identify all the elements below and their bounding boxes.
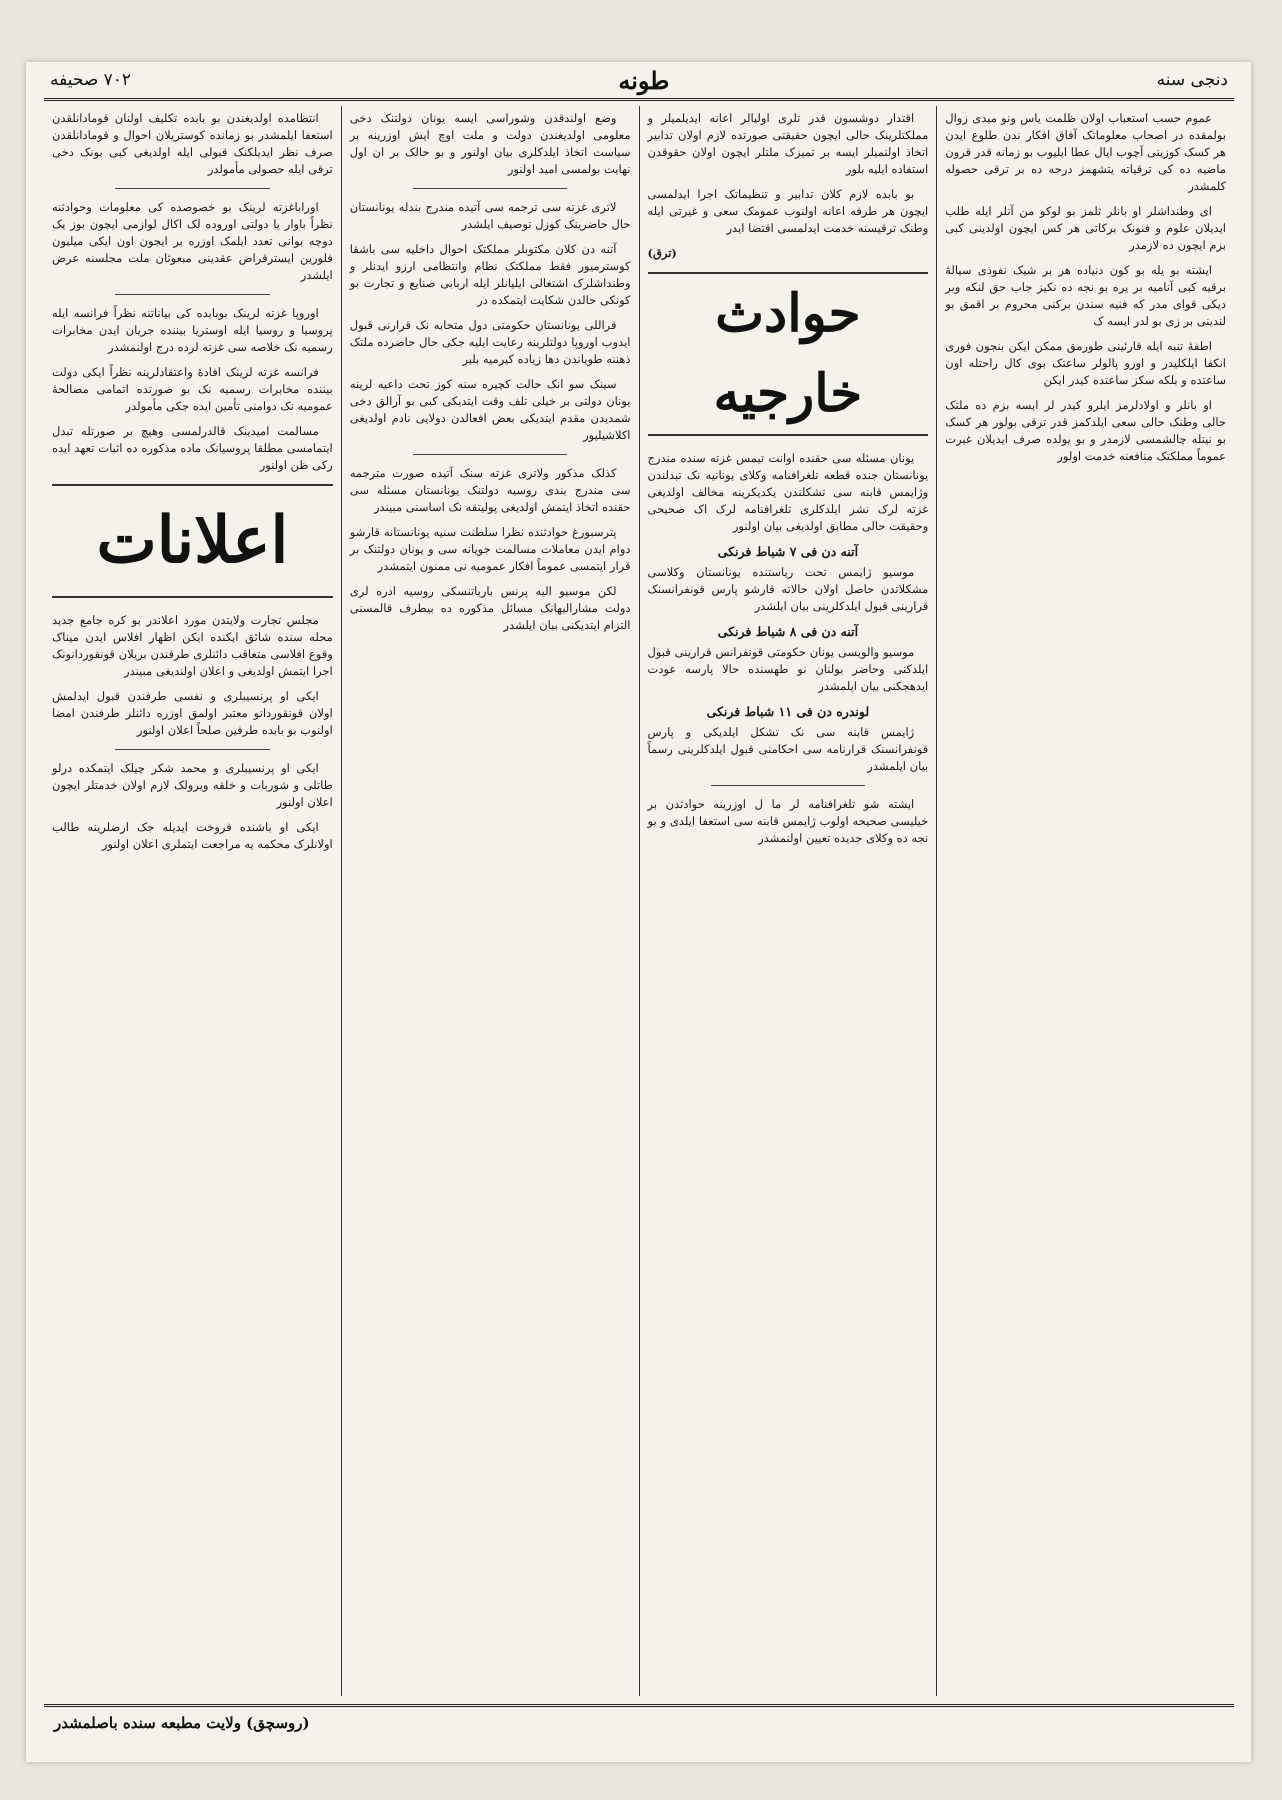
column-4 xyxy=(44,106,341,1696)
paragraph: کذلک مذکور ولاتری غزته سنک آتیده صورت مترجمه سی مندرج بندی روسیه دولتنک یونانستان مسئله سی حقنده اتخاذ ایتمش اولدیغی پولیتقه نک اساسنی مبیندر xyxy=(349,466,631,514)
column-2 xyxy=(639,106,937,1696)
newspaper-page xyxy=(26,62,1251,1762)
paragraph: انتظامده اولدیغندن بو بابده تکلیف اولنان قومادانلقدن استعفا ایلمشدر بو زمانده کوستریلان احوال و قومادانلقدن صرف نظر ایدیلکنک قبولی ایله اولدیغی کبی بونک دخی ترقی ایله حصولی مأمولدر xyxy=(52,111,333,176)
issue-label: دنجی سنه xyxy=(1156,70,1228,90)
column-3 xyxy=(341,106,639,1696)
paragraph: ایشته بو یله بو کون دنیاده هر بر شیک نفوذی سیالهٔ برقیه کبی آنامیه بر یره بو نجه ده نکیز جاب حق لنکه وبر دیکی قوای مدر که فنیه سندن برکنی محروم بر اقمق بو لندینی بر زی بو لدر ایسه ک xyxy=(945,263,1226,328)
paragraph: عموم حسب استعباب اولان ظلمت ياس ونو میدی زوال بولمقده در اصحاب معلوماتک آفاق افکار ندن طلوع ایدن هر کسک کوزینی آچوب ایال عطا ایلیوب بو زمانه قدر قرون ماضیه ده کی ترقیاته یتشهمز درجه ده بر ترقی حصوله کلمشدر xyxy=(945,111,1226,193)
paragraph: ایشته شو تلغرافنامه لر ما ل اوزرینه حوادثدن بر خیلیسی صحیحه اولوب ژایمس قابنه سی استعفا ایلدی و بو نجه ده وکلای جدیده تعیین اولنمشدر xyxy=(647,797,929,845)
paragraph: او بانلر و اولادلرمز ایلرو کیدر لر ایسه بزم ده ملتک حالی وطنک حالی سعی ایلدکمز قدر ترقی بولور هر کسک بو نیتله چالشمسی لازمدر و بو یولده صرف ایدیلان غیرت عموماً مملکتک منافعنه خدمت اولور xyxy=(945,398,1226,463)
paragraph: ژایمس قابنه سی نک تشکل ایلدیکی و پارس قونفرانسنک قرارنامه سی احکامنی قبول ایلدکلرینی رسماً بیان ایلمشدر xyxy=(647,725,929,773)
paragraph: وضع اولندقدن وشوراسی ایسه یونان دولتنک دخی معلومی اولدیغندن دولت و ملت اوچ ایش اوزرینه بر سیاست اتخاذ ایلدکلری بیان اولنور و بو حالک بر ان اول نهایت بولمسی امید اولنور xyxy=(349,111,631,176)
paragraph: اطفهٔ تنبه ایله قارئینی طورمق ممکن ایکن بنجون فوری انکفا ایلکلیدر و اورو پالولر ساعتک بوی کال راحتله اون ساعتده و بلکه سکز ساعتده کیدر ایکن xyxy=(945,339,1226,387)
dateline: آتنه دن فی ٨ شباط فرنکی xyxy=(717,624,859,639)
paragraph: اقتدار دوشسون قدر تلری اولیالر اعانه ایدیلمیلر و مملکتلرینک حالی ایچون حقیقتی صورتده لازم اولان تدابیر اتخاذ اولنمیلر ایسه بر تمیزک ملتلر ایچون اولان حقوقدن استفاده ایلیه بلور xyxy=(647,111,929,176)
paragraph: مسالمت امیدینک قالدرلمسی وهیچ بر صورتله تبدل ایتمامسی مطلقا پروسیانک ماده مذکوره ده اثبات تعهد ایده رکی ظن اولنور xyxy=(52,424,333,472)
page-header xyxy=(44,62,1234,101)
dateline: لوندره دن فی ١١ شباط فرنکی xyxy=(706,704,870,719)
paragraph: اوراباغزته لرینک بو خصوصده کی معلومات وحوادثنه نظراً باوار یا دولتی اوروده لک اکال لوازمی ایچون بوز یک دوچه بوانی تعدد ایلمک اوزره بر ایجون اون ایکی میلیون فلورین ایسترقراض عقدینی مبعوثان ملت مجلسنه عرض ایلشدر xyxy=(52,200,333,282)
paragraph: پترسبورغ حوادثنده نظرا سلطنت سنیه یونانستانه قارشو دوام ایدن معاملات مسالمت جویانه سی و یونان دولتنک بر قرار ایتمسی عموماً افکار عمومیه نی ممنون ایتمشدر xyxy=(349,525,631,573)
paragraph: ایکی او پرنسیبلری و محمد شکر چیلک ایتمکده درلو طاتلی و شوربات و خلقه ویرولک لازم اولان خدمتلر ایچون اعلان اولنور xyxy=(52,761,333,809)
section-title-foreign-news: حوادث خارجیه xyxy=(648,272,929,436)
divider xyxy=(413,188,567,189)
paragraph: ای وطنداشلر او بانلر ثلمز بو لوکو من آنلر ایله طلب ایدیلان علوم و فنونک برکاتی هر کس ایچون اولدینی کبی بزم ایچون ده لازمدر xyxy=(945,204,1226,252)
article-columns xyxy=(44,106,1234,1696)
printer-line: (روسچق) ولایت مطبعه سنده باصلمشدر xyxy=(54,1714,310,1732)
paragraph: لکن موسیو الیه پرنس بارباتنسکی روسیه ادره لری دولت مشارالیهانک مسائل مذکوره ده بیطرف قالمسنی التزام ایتدیکنی بیان ایلشدر xyxy=(349,584,631,632)
dateline: آتنه دن فی ٧ شباط فرنکی xyxy=(717,544,859,559)
divider xyxy=(115,294,269,295)
article-signature: (ترق) xyxy=(647,246,677,260)
page-number: ٧٠٢ صحیفه xyxy=(50,70,132,90)
paragraph: اوروپا غزته لرینک بوبابده کی بیاناتنه نظراً فرانسه ایله پروسیا و روسیا ایله اوستریا بیننده جریان ایدن مخابرات رسمیه نک خلاصه سی غزته لرده درج اولنمشدر xyxy=(52,306,333,354)
paragraph: آتنه دن کلان مکتوبلر مملکتک احوال داخلیه سی باشقا کوسترمیور فقط مملکتک نظام وانتظامی ارزو ایدنلر و وطنداشلرک اشتغالی ایلیانلر ایله اربابی صنایع و تجارت بو کونکی حالدن شکایت ایتمکده در xyxy=(349,242,631,307)
section-title-announcements: اعلانات xyxy=(52,484,333,598)
paragraph: بو بابده لازم کلان تدابیر و تنظیماتک اجرا ایدلمسی ایچون هر طرفه اعانه اولنوب عمومک سعی و غیرتی ایله وطنک ترقیسنه خدمت ایدلمسی اقتضا ایدر xyxy=(647,187,929,235)
paragraph: موسیو والویسی یونان حکومتی قونفرانس قرارینی قبول ایلدکنی وحاضر بولنان نو طهسنده حالا پارسه عودت ایدهجکنی بیان ایلمشدر xyxy=(647,645,929,693)
paragraph: ایکی او باشنده فروخت ایدیله جک ارضلرینه طالب اولانلرک محکمه یه مراجعت ایتملری اعلان اولنور xyxy=(52,820,333,851)
paragraph: فرانسه غزته لرینک افادهٔ واعتقادلرینه نظراً ایکی دولت بیننده مخابرات رسمیه نک بو صورتده اتمامی مصالحهٔ عمومیه نک دوامنی تأمین ایده جکی مأمولدر xyxy=(52,365,333,413)
divider xyxy=(115,188,269,189)
paragraph: موسیو ژایمس تحت ریاستنده یونانستان وکلاسی مشکلاتدن حاصل اولان حالاته قارشو پارس قونفرانسنک قرارینی قبول ایلدکلرینی بیان ایلشدر xyxy=(647,565,929,613)
page-footer xyxy=(44,1704,1234,1739)
newspaper-title: طونه xyxy=(618,65,670,95)
paragraph: سینک سو انک حالت کچیره سنه کوز تحت داعیه لرینه یونان دولتی بر خیلی تلف وقت ایتدیکی کبی بو آرالق دخی شمدیدن مقدم ایتدیکی بعض افعالدن دولایی نادم اولدیغی اکلاشیلیور xyxy=(349,377,631,442)
column-1 xyxy=(936,106,1234,1696)
paragraph: مجلس تجارت ولایتدن مورد اعلاندر بو کره جامع جدید محله سنده شائق ایکنده ایکن اظهار افلاس ایدن میناک وقوع افلاسی متعاقب دائنلری طرفندن بریلان قونقوردانونک اجرا ایتمش اولدیغی و اعلان اولندیغی مبیندر xyxy=(52,613,333,678)
divider xyxy=(413,454,567,455)
paragraph: یونان مسئله سی حقنده اوانت تیمس غزته سنده مندرج یونانستان جنده قطعه تلغرافنامه وکلای یونانیه نک تبدلندن وژایمس قابنه سی تشکلندن یکدیکرینه مخالف اولدیغی غزته لرک نشر ایلدکلری تلغرافنامه لرک اک صحیحی وحقیقت حالی مطابق اولدیغی بیان اولنور xyxy=(647,451,929,533)
divider xyxy=(711,785,865,786)
divider xyxy=(115,749,269,750)
paragraph: ایکی او پرنسیبلری و نفسی طرفندن قبول ایدلمش اولان قونقوردانو معتبر اولمق اوزره دائنلر طرفندن امضا اولنوب بو بابده طرفین صلحاً اعلان اولنور xyxy=(52,689,333,737)
paragraph: لاتری غزته سی ترجمه سی آتیده مندرج بندله یونانستان حال حاضرینک کوزل توصیف ایلشدر xyxy=(349,200,631,231)
paragraph: قراللی یونانستان حکومتی دول متحابه نک قرارنی قبول ایدوب اوروپا دولتلرینه رعایت ایلیه جکی حال حاضرده ملتک ذهننه طویاندن دها زیاده کیرمیه بلیر xyxy=(349,318,631,366)
